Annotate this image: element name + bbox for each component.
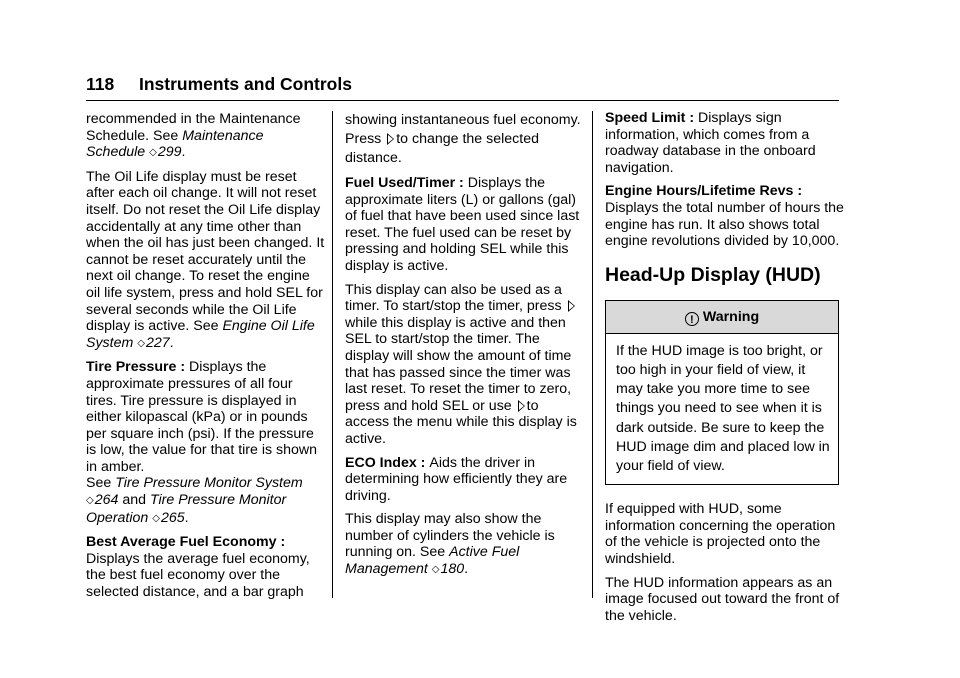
paragraph: Tire Pressure : Displays the approximate pressures of all four tires. Tire pressure is displayed in either kilopascal (kPa) or in pounds per square inch (psi). If the pressure is low, the value for that tire is shown in amber. See Tire Pressure Monitor System ◇264 and Tire Pressure Monitor Operation ◇265. xyxy=(86,359,318,526)
page-ref[interactable]: 180 xyxy=(440,561,465,578)
paragraph: The Oil Life display must be reset after each oil change. It will not reset itself. Do not reset the Oil Life display accidentally at any time other than when the oil has just been changed. It cannot be reset accurately until the next oil change. To reset the engine oil life system, press and hold SEL for several seconds while the Oil Life display is active. See Engine Oil Life System ◇227. xyxy=(86,168,325,351)
cross-reference-link[interactable]: Tire Pressure Monitor Operation xyxy=(86,492,287,526)
term-label: Best Average Fuel Economy : xyxy=(86,534,286,551)
paragraph xyxy=(605,183,845,249)
cross-reference-link[interactable]: Maintenance Schedule xyxy=(86,127,264,161)
page-number: 118 xyxy=(86,74,115,94)
page-ref-icon: ◇ xyxy=(137,337,145,349)
text: Displays the total number of hours the engine has run. It also shows total engine revolutions divided by 10,000. xyxy=(605,199,844,250)
term-label: Engine Hours/Lifetime Revs : xyxy=(605,183,803,200)
page-ref-icon: ◇ xyxy=(86,495,94,507)
column-3 xyxy=(605,110,845,631)
column-2 xyxy=(345,111,585,586)
page-ref[interactable]: 265 xyxy=(160,509,185,526)
paragraph xyxy=(345,111,585,168)
text: to change the selected distance. xyxy=(345,131,539,166)
paragraph: recommended in the Maintenance Schedule. See Maintenance Schedule ◇299. xyxy=(86,111,301,161)
warning-title: Warning xyxy=(702,308,760,325)
text: This display can also be used as a timer. To start/stop the timer, press xyxy=(345,281,566,315)
text: Displays the approximate liters (L) or gallons (gal) of fuel that have been used since last reset. The fuel used can be reset by pressing and holding SEL while this display is active. xyxy=(345,175,580,274)
page-ref-icon: ◇ xyxy=(431,564,440,576)
text: This display may also show the number of cylinders the vehicle is running on. See xyxy=(345,511,555,561)
text: The Oil Life display must be reset after each oil change. It will not reset itself. Do not reset the Oil Life display accidentally at any time other than when the oil has just been changed. It cannot be reset accurately until the next oil change. To reset the engine oil life system, press and hold SEL for several seconds while the Oil Life display is active. See xyxy=(86,168,325,335)
text: Displays the approximate pressures of all four tires. Tire pressure is displayed in either kilopascal (kPa) or in pounds per square inch (psi). If the pressure is low, the value for that tire is shown in amber. xyxy=(86,359,318,475)
section-heading: Head-Up Display (HUD) xyxy=(605,263,821,286)
term-label: ECO Index : xyxy=(345,454,430,471)
term-label: Speed Limit : xyxy=(605,110,699,126)
page-ref-icon: ◇ xyxy=(152,512,160,524)
paragraph xyxy=(86,534,326,600)
cross-reference-link[interactable]: Tire Pressure Monitor System xyxy=(115,475,303,492)
text: and xyxy=(118,492,150,509)
page-ref[interactable]: 227 xyxy=(145,334,170,351)
text: while this display is active and then SEL to start/stop the timer. The display will show the amount of time that has passed since the timer was last reset. To reset the timer to zero, press and hold SEL or use xyxy=(345,314,572,414)
page-ref[interactable]: 299 xyxy=(157,144,182,161)
text: Displays the average fuel economy, the best fuel economy over the selected distance, and a bar graph xyxy=(86,550,310,601)
warning-header xyxy=(606,301,838,334)
page-ref[interactable]: 264 xyxy=(94,492,119,509)
text: showing instantaneous fuel economy. Press xyxy=(345,112,581,147)
warning-text: If the HUD image is too bright, or too high in your field of view, it may take you more time to see things you need to see when it is dark outside. Be sure to keep the HUD image dim and placed low in your field of view. xyxy=(616,342,830,474)
paragraph xyxy=(345,282,585,448)
section-title: Instruments and Controls xyxy=(139,74,352,94)
paragraph: If equipped with HUD, some information concerning the operation of the vehicle is projected onto the windshield. xyxy=(605,501,836,567)
column-divider xyxy=(592,111,593,598)
warning-box xyxy=(605,300,839,485)
page-header xyxy=(86,72,839,101)
paragraph: The HUD information appears as an image focused out toward the front of the vehicle. xyxy=(605,574,840,624)
next-arrow-icon xyxy=(387,133,394,145)
text: See xyxy=(86,475,116,492)
cross-reference-link[interactable]: Active Fuel Management xyxy=(345,544,520,578)
cross-reference-link[interactable]: Engine Oil Life System xyxy=(86,318,315,351)
text: recommended in the Maintenance Schedule. See xyxy=(86,111,301,144)
next-arrow-icon xyxy=(518,400,525,412)
text: Displays sign information, which comes from a roadway database in the onboard navigation. xyxy=(605,110,816,176)
column-1 xyxy=(86,111,326,608)
text: to access the menu while this display is active. xyxy=(345,397,577,447)
term-label: Fuel Used/Timer : xyxy=(345,175,468,191)
column-divider xyxy=(332,111,333,598)
next-arrow-icon xyxy=(568,300,575,312)
term-label: Tire Pressure : xyxy=(86,359,190,376)
paragraph: This display may also show the number of cylinders the vehicle is running on. See Active Fuel Management ◇180. xyxy=(345,511,555,578)
paragraph xyxy=(605,110,845,176)
paragraph xyxy=(345,175,585,275)
text: Aids the driver in determining how efficiently they are driving. xyxy=(345,454,568,504)
warning-icon: ! xyxy=(685,312,699,326)
page-ref-icon: ◇ xyxy=(149,147,157,159)
paragraph xyxy=(345,455,585,505)
